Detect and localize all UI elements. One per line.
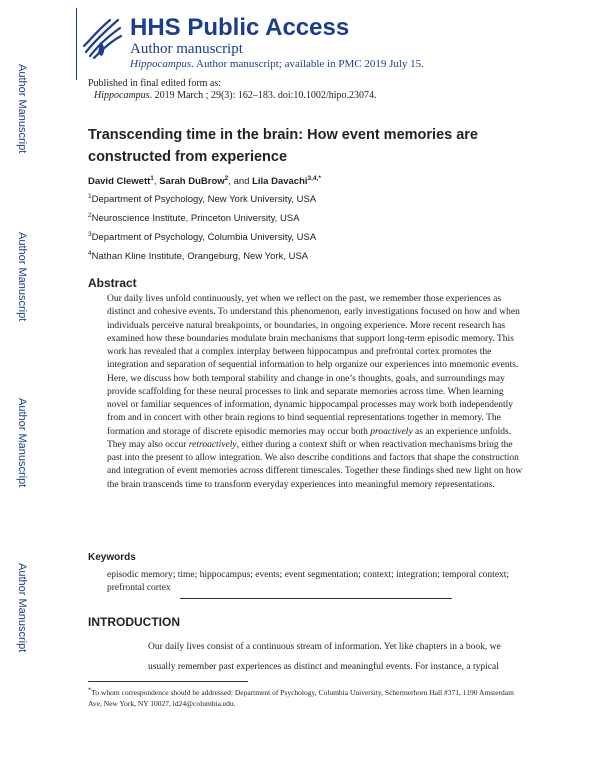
author-name: Lila Davachi [252, 176, 308, 187]
affiliation-num: 2 [88, 211, 92, 219]
footnote-rule [88, 681, 248, 682]
article-title: Transcending time in the brain: How event memories are constructed from experience [88, 127, 478, 165]
footnote-text: To whom correspondence should be addressed: Department of Psychology, Columbia University, Schermerhorn Hall #371, 1190 Amsterdam Ave, New York, NY 10027, ld24@columbia.edu. [88, 688, 514, 708]
published-label: Published in final edited form as: [88, 78, 222, 89]
affiliation-text: Department of Psychology, New York University, USA [91, 194, 317, 205]
header-title: HHS Public Access [130, 14, 350, 41]
abstract-heading: Abstract [88, 276, 137, 290]
citation-details: . 2019 March ; 29(3): 162–183. doi:10.1002/hipo.23074. [149, 90, 377, 101]
abstract-italic: proactively [370, 426, 413, 437]
keywords-text: episodic memory; time; hippocampus; events; event segmentation; context; integration; temporal context; prefrontal cortex [107, 570, 510, 594]
introduction-heading: INTRODUCTION [88, 615, 180, 629]
affiliation-3 [88, 232, 316, 243]
author-sup: 3,4,* [307, 174, 321, 182]
footnote [88, 687, 528, 709]
author-sup: 1 [150, 174, 154, 182]
footnote-marker: * [88, 686, 92, 694]
introduction-text: Our daily lives consist of a continuous stream of information. Yet like chapters in a book, we usually remember past experiences as distinct and meaningful events. For instance, a typical [148, 642, 501, 672]
abstract-body [107, 293, 527, 492]
affiliation-4 [88, 251, 308, 262]
affiliation-num: 4 [88, 249, 92, 257]
affiliation-1 [88, 194, 316, 205]
affiliation-num: 1 [88, 192, 92, 200]
side-label-1: Author Manuscript [16, 64, 28, 154]
author-sep: , and [228, 176, 253, 187]
abstract-text: Our daily lives unfold continuously, yet when we reflect on the past, we remember those experiences as distinct and cohesive events. To understand this phenomenon, early investigations focused on how and when individuals perceive natural breakpoints, or boundaries, in ongoing experience. More recent research has examined how these boundaries modulate brain mechanisms that support long-term episodic memory. This work has revealed that a complex interplay between hippocampus and prefrontal cortex promotes the integration and separation of sequential information to help organize our experiences into mnemonic events. Here, we discuss how both temporal stability and change in one’s thoughts, goals, and surroundings may provide scaffolding for these neural processes to link and separate memories across time. When learning novel or familiar sequences of information, dynamic hippocampal processes may work both independently from and in concert with other brain regions to bind sequential representations together in memory. The formation and storage of discrete episodic memories may occur both [107, 294, 520, 437]
author-name: Sarah DuBrow [159, 176, 225, 187]
side-label-2: Author Manuscript [16, 232, 28, 322]
keywords-heading: Keywords [88, 552, 136, 563]
affiliation-num: 3 [88, 230, 92, 238]
section-divider [180, 598, 452, 599]
author-sep: , [153, 176, 160, 187]
abstract-italic: retroactively [188, 439, 237, 450]
availability-line [130, 58, 424, 70]
affiliation-text: Nathan Kline Institute, Orangeburg, New York, USA [91, 251, 309, 262]
citation-journal: Hippocampus [94, 90, 150, 101]
author-list [88, 176, 321, 187]
affiliation-text: Department of Psychology, Columbia University, USA [91, 232, 317, 243]
side-label-3: Author Manuscript [16, 398, 28, 488]
hhs-eagle-logo-icon [80, 12, 124, 62]
author-name: David Clewett [88, 176, 151, 187]
author-sup: 2 [224, 174, 229, 182]
abstract-text: as an experience unfolds. They may also occur [107, 426, 512, 450]
side-label-4: Author Manuscript [16, 563, 28, 653]
journal-name: Hippocampus [130, 58, 192, 70]
affiliation-text: Neuroscience Institute, Princeton University, USA [91, 213, 300, 224]
header-subtitle: Author manuscript [130, 41, 243, 57]
abstract-text: , either during a context shift or when reactivation mechanisms bring the past into the present to allow integration. We also describe conditions and factors that shape the construction and integration of event memories across different timescales. Together these findings shed new light on how the brain transcends time to transform everyday experiences into meaningful memory representations. [107, 439, 523, 490]
affiliation-2 [88, 213, 299, 224]
availability-text: . Author manuscript; available in PMC 2019 July 15. [191, 58, 424, 70]
citation-line [94, 90, 377, 101]
header-divider [76, 8, 77, 80]
